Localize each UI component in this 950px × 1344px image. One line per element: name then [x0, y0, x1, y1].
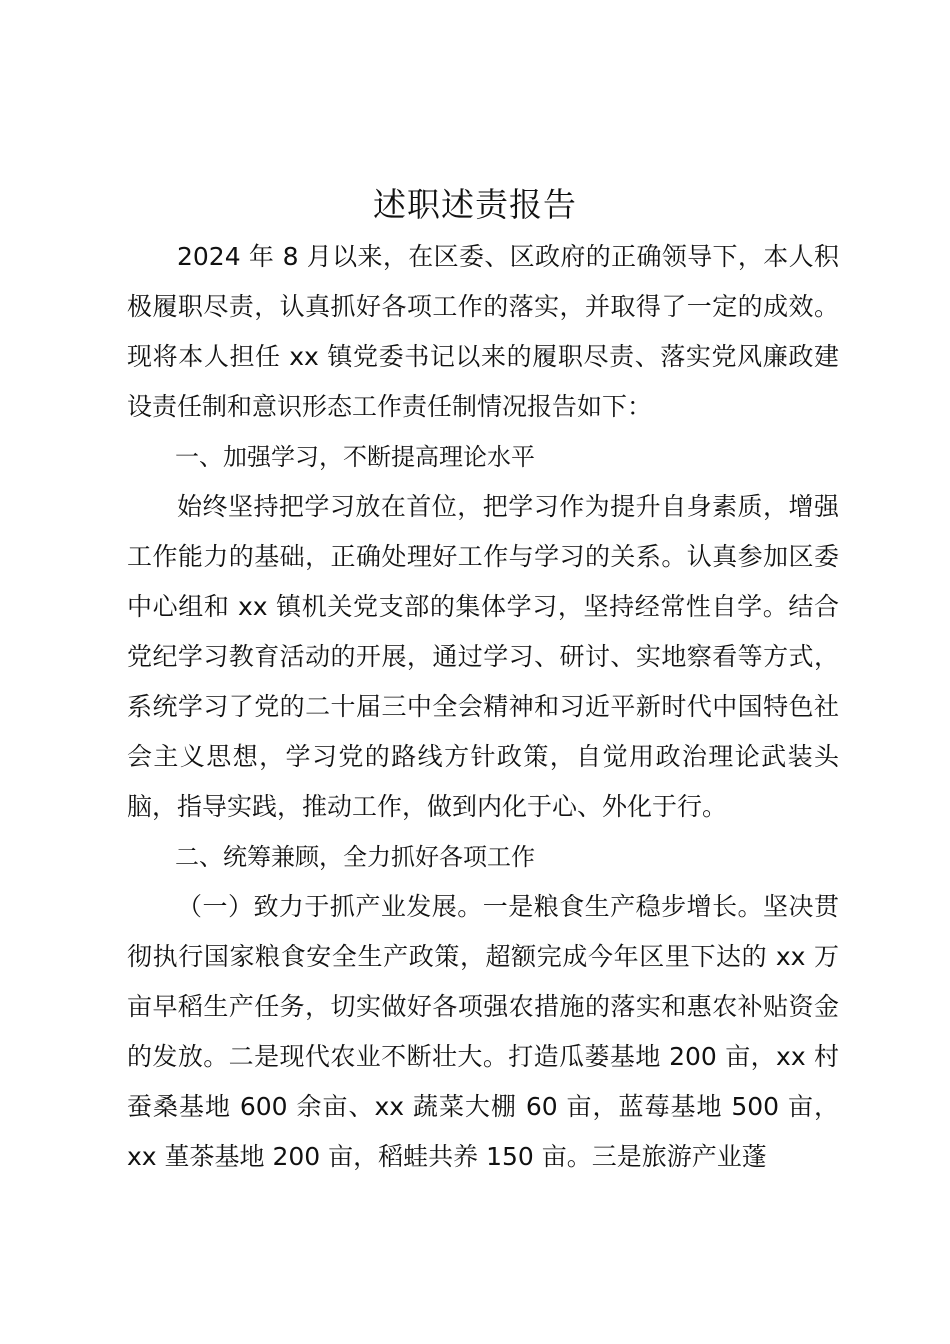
industry-paragraph: （一）致力于抓产业发展。一是粮食生产稳步增长。坚决贯彻执行国家粮食安全生产政策，超额完成今年区里下达的 xx 万亩早稻生产任务，切实做好各项强农措施的落实和惠农补贴资金的发放。二是现代农业不断壮大。打造瓜蒌基地 200 亩，xx 村蚕桑基地 600 余亩、xx 蔬菜大棚 60 亩，蓝莓基地 500 亩，xx 堇茶基地 200 亩，稻蛙共养 150 亩。三是旅游产业蓬 [127, 892, 839, 1171]
study-paragraph: 始终坚持把学习放在首位，把学习作为提升自身素质，增强工作能力的基础，正确处理好工作与学习的关系。认真参加区委中心组和 xx 镇机关党支部的集体学习，坚持经常性自学。结合党纪学习教育活动的开展，通过学习、研讨、实地察看等方式，系统学习了党的二十届三中全会精神和习近平新时代中国特色社会主义思想，学习党的路线方针政策，自觉用政治理论武装头脑，指导实践，推动工作，做到内化于心、外化于行。 [127, 492, 839, 821]
section-heading-1: 一、加强学习，不断提高理论水平 [175, 443, 535, 471]
document-title: 述职述责报告 [373, 185, 577, 224]
section-heading-2: 二、统筹兼顾，全力抓好各项工作 [175, 843, 535, 871]
intro-paragraph: 2024 年 8 月以来，在区委、区政府的正确领导下，本人积极履职尽责，认真抓好各项工作的落实，并取得了一定的成效。现将本人担任 xx 镇党委书记以来的履职尽责、落实党风廉政建设责任制和意识形态工作责任制情况报告如下： [127, 242, 839, 421]
document-body [127, 232, 839, 1182]
